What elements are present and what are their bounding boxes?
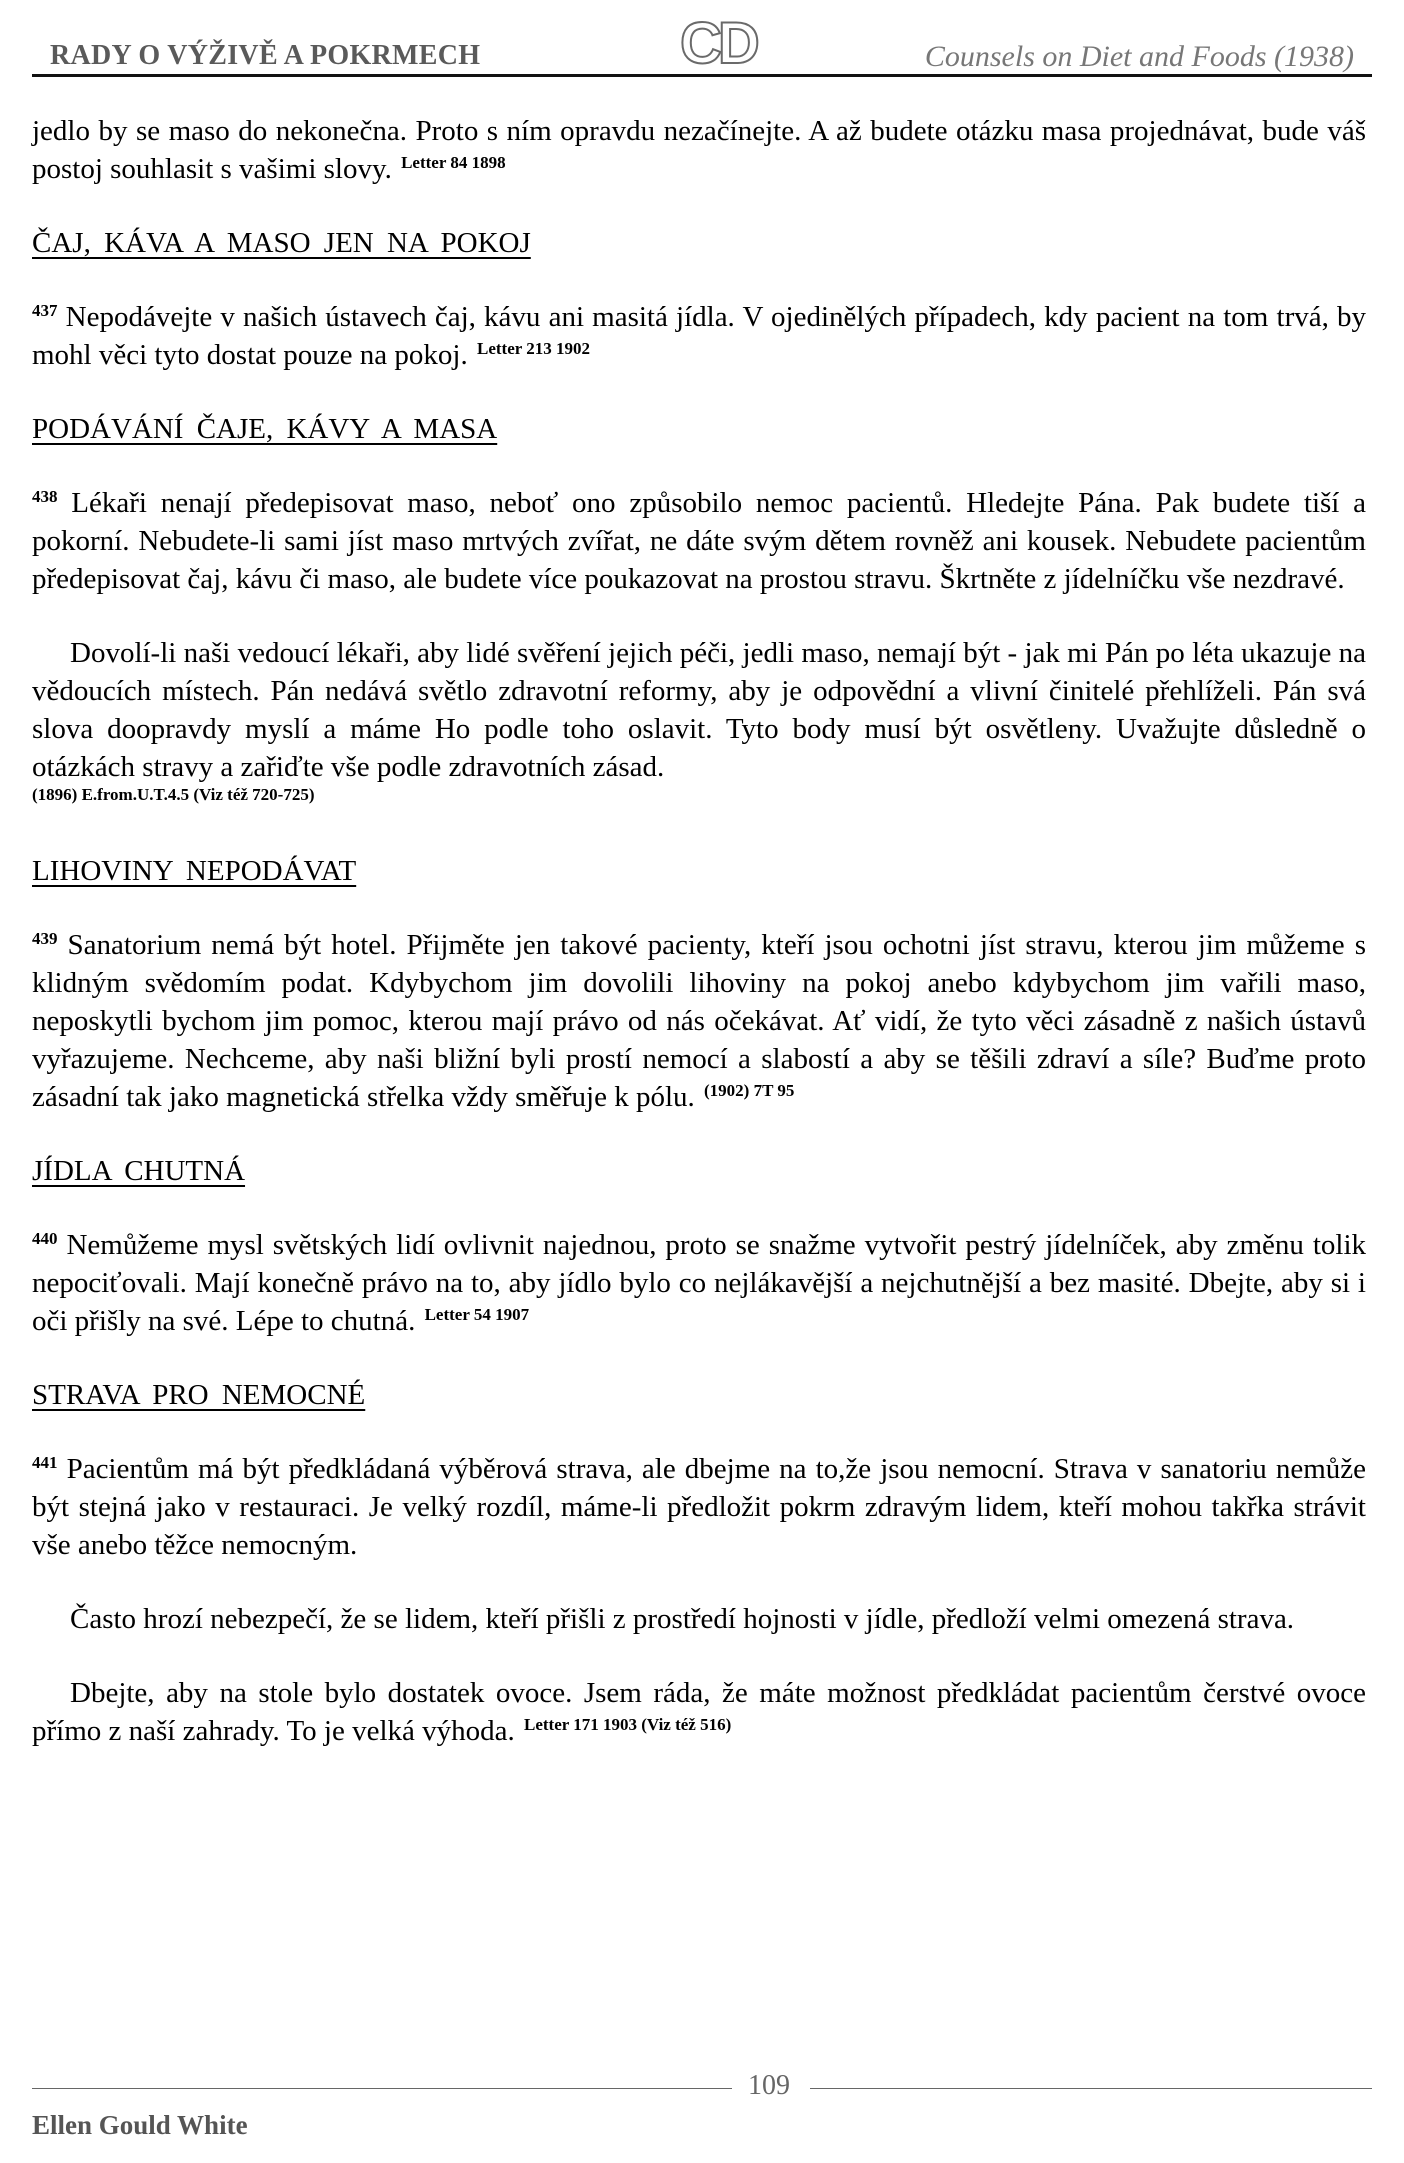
cd-logo: CD: [680, 11, 756, 76]
paragraph-441: [32, 1450, 1366, 1564]
reference-441: Letter 171 1903 (Viz též 516): [524, 1715, 732, 1734]
heading-439: LIHOVINY NEPODÁVAT: [32, 855, 357, 887]
paragraph-438: [32, 484, 1366, 598]
intro-paragraph: [32, 112, 1366, 188]
paragraph-438-second: [32, 634, 1366, 786]
paragraph-437: [32, 298, 1366, 374]
citation-438: (1896) E.from.U.T.4.5 (Viz též 720-725): [32, 785, 315, 804]
page-number: 109: [748, 2070, 790, 2101]
paragraph-441-second: [32, 1600, 1366, 1638]
reference-437: Letter 213 1902: [476, 339, 590, 358]
paragraph-number-437: 437: [32, 301, 58, 320]
paragraph-441-text: Pacientům má být předkládaná výběrová strava, ale dbejme na to,že jsou nemocní. Strava v sanatoriu nemůže být stejná jako v restauraci. Je velký rozdíl, máme-li předložit pokrm zdravým lidem, kteří mohou takřka strávit vše anebo těžce nemocným.: [32, 1453, 1366, 1561]
page-footer: [32, 2070, 1372, 2146]
paragraph-440-text: Nemůžeme mysl světských lidí ovlivnit najednou, proto se snažme vytvořit pestrý jídelníček, aby změnu tolik nepociťovali. Mají konečně právo na to, aby jídlo bylo co nejlákavější a nejchutnější a bez masité. Dbejte, aby si i oči přišly na své. Lépe to chutná.: [32, 1229, 1366, 1337]
book-title-english: Counsels on Diet and Foods (1938): [924, 40, 1354, 73]
paragraph-number-438: 438: [32, 487, 58, 506]
reference-439: (1902) 7T 95: [704, 1081, 795, 1100]
paragraph-437-text: Nepodávejte v našich ústavech čaj, kávu ani masitá jídla. V ojedinělých případech, kdy pacient na tom trvá, by mohl věci tyto dostat pouze na pokoj.: [32, 301, 1366, 371]
paragraph-440: [32, 1226, 1366, 1340]
intro-text: jedlo by se maso do nekonečna. Proto s ním opravdu nezačínejte. A až budete otázku masa projednávat, bude váš postoj souhlasit s vašimi slovy.: [32, 115, 1366, 185]
paragraph-438-second-text: Dovolí-li naši vedoucí lékaři, aby lidé svěření jejich péči, jedli maso, nemají být - jak mi Pán po léta ukazuje na vědoucích místech. Pán nedává světlo zdravotní reformy, aby je odpovědní a vlivní činitelé přehlíželi. Pán svá slova doopravdy myslí a máme Ho podle toho oslavit. Tyto body musí být osvětleny. Uvažujte důsledně o otázkách stravy a zařiďte vše podle zdravotních zásad.: [32, 637, 1366, 783]
heading-441: STRAVA PRO NEMOCNÉ: [32, 1379, 366, 1411]
paragraph-439: [32, 926, 1366, 1116]
heading-440: JÍDLA CHUTNÁ: [32, 1155, 246, 1187]
paragraph-441-second-text: Často hrozí nebezpečí, že se lidem, kteří přišli z prostředí hojnosti v jídle, předloží velmi omezená strava.: [70, 1603, 1295, 1635]
footer-rule-left: [32, 2088, 732, 2089]
footer-rule-right: [810, 2088, 1372, 2089]
reference-440: Letter 54 1907: [424, 1305, 530, 1324]
author-name: Ellen Gould White: [32, 2110, 248, 2140]
paragraph-number-439: 439: [32, 929, 58, 948]
paragraph-439-text: Sanatorium nemá být hotel. Přijměte jen takové pacienty, kteří jsou ochotni jíst stravu, kterou jim můžeme s klidným svědomím podat. Kdybychom jim dovolili lihoviny na pokoj anebo kdybychom jim vařili maso, neposkytli bychom jim pomoc, kterou mají právo od nás očekávat. Ať vidí, že tyto věci zásadně z našich ústavů vyřazujeme. Nechceme, aby naši bližní byli prostí nemocí a slabostí a aby se těšili zdraví a síle? Buďme proto zásadní tak jako magnetická střelka vždy směřuje k pólu.: [32, 929, 1366, 1113]
page-header: [32, 11, 1372, 76]
page-content: [32, 112, 1366, 1750]
heading-437: ČAJ, KÁVA A MASO JEN NA POKOJ: [32, 227, 531, 259]
paragraph-441-third: [32, 1674, 1366, 1750]
paragraph-441-third-text: Dbejte, aby na stole bylo dostatek ovoce. Jsem ráda, že máte možnost předkládat pacientům čerstvé ovoce přímo z naší zahrady. To je velká výhoda.: [32, 1677, 1366, 1747]
header-divider: [32, 74, 1372, 77]
book-title-czech: RADY O VÝŽIVĚ A POKRMECH: [50, 40, 481, 71]
paragraph-number-440: 440: [32, 1229, 58, 1248]
heading-438: PODÁVÁNÍ ČAJE, KÁVY A MASA: [32, 413, 498, 445]
paragraph-438-text: Lékaři nenají předepisovat maso, neboť ono způsobilo nemoc pacientů. Hledejte Pána. Pak budete tiší a pokorní. Nebudete-li sami jíst maso mrtvých zvířat, ne dáte svým dětem rovněž ani kousek. Nebudete pacientům předepisovat čaj, kávu či maso, ale budete více poukazovat na prostou stravu. Škrtněte z jídelníčku vše nezdravé.: [32, 487, 1367, 595]
intro-reference: Letter 84 1898: [401, 153, 506, 172]
paragraph-number-441: 441: [32, 1453, 58, 1472]
